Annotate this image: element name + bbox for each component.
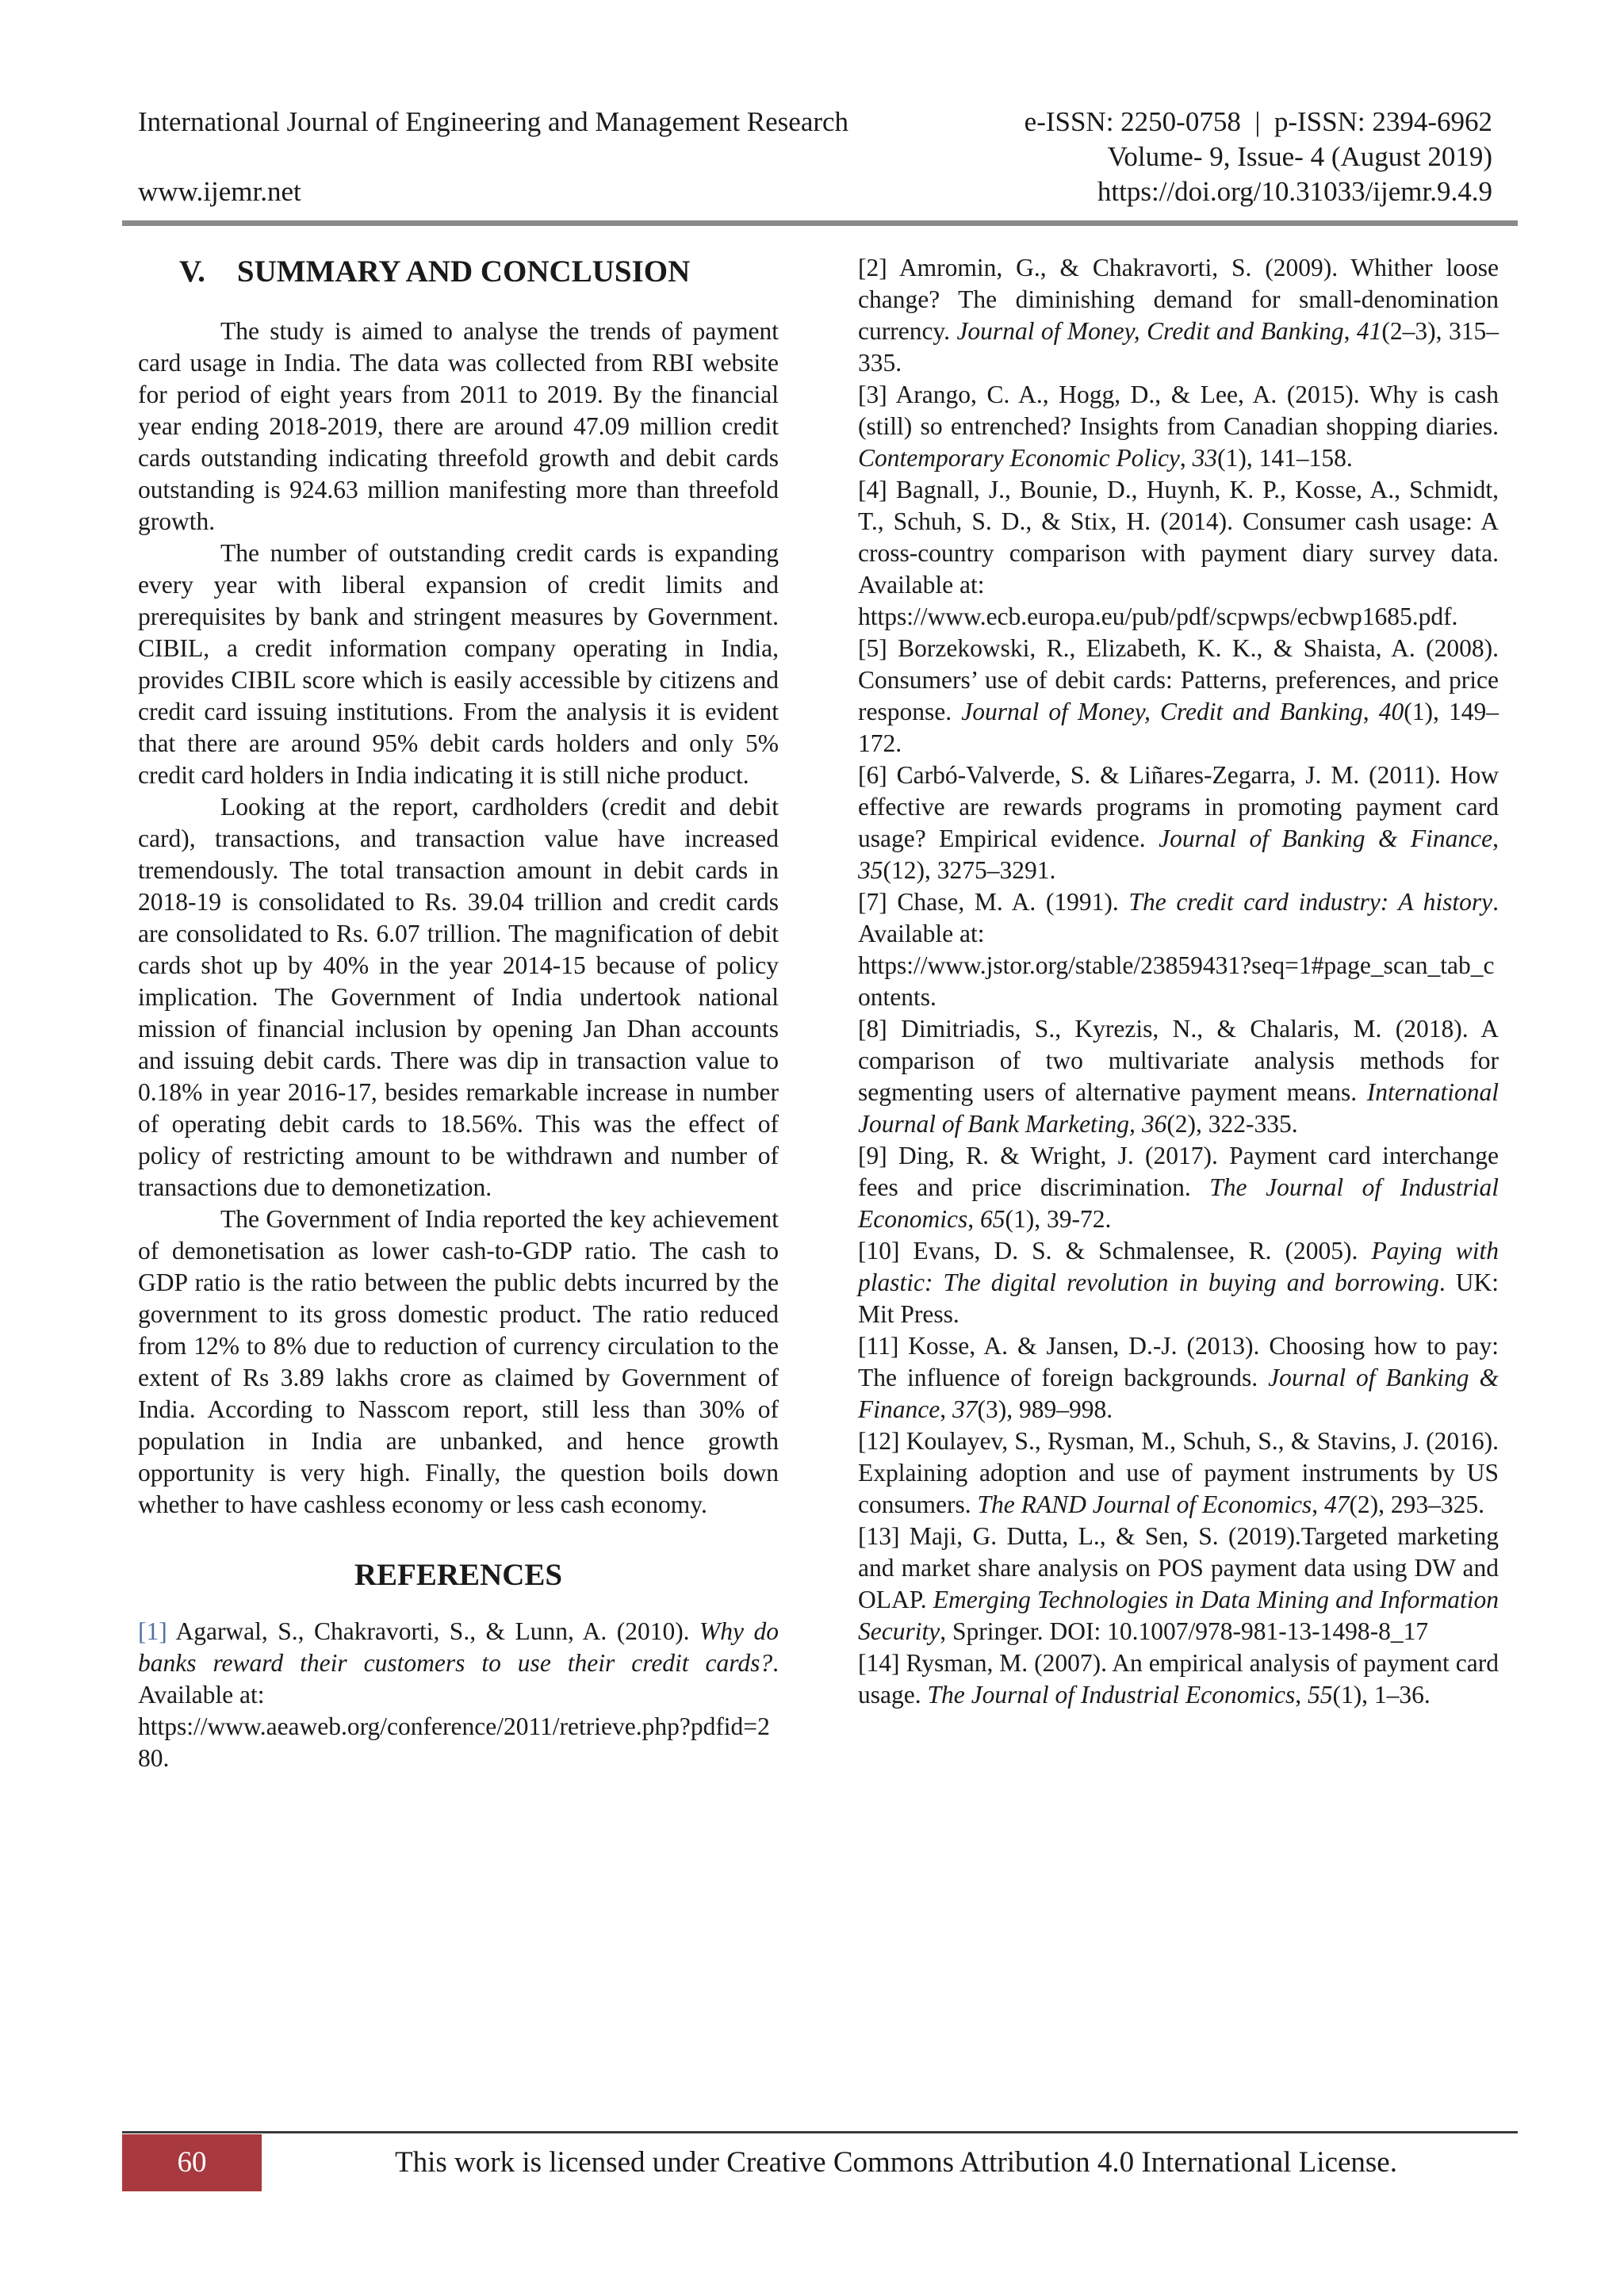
volume-issue: Volume- 9, Issue- 4 (August 2019) [1107,141,1492,172]
journal-name: International Journal of Engineering and Management Research [138,106,849,137]
reference-7: [7] Chase, M. A. (1991). The credit card industry: A history. Available at: https://www.jstor.org/stable/23859431?seq=1#page_scan_tab_contents. [858,886,1499,1013]
reference-12: [12] Koulayev, S., Rysman, M., Schuh, S., & Stavins, J. (2016). Explaining adoption and use of payment instruments by US consumers. The RAND Journal of Economics, 47(2), 293–325. [858,1427,1499,1518]
header-row-2 [138,140,1492,174]
left-column [138,252,779,1774]
reference-13: [13] Maji, G. Dutta, L., & Sen, S. (2019).Targeted marketing and market share analysis on POS payment data using DW and OLAP. Emerging Technologies in Data Mining and Information Security, Springer. DOI: 10.1007/978-981-13-1498-8_17 [858,1522,1499,1645]
references-heading: REFERENCES [354,1558,563,1592]
reference-10: [10] Evans, D. S. & Schmalensee, R. (2005). Paying with plastic: The digital revolution in buying and borrowing. UK: Mit Press. [858,1237,1499,1328]
website-link[interactable]: www.ijemr.net [138,176,301,207]
reference-4-url[interactable]: https://www.ecb.europa.eu/pub/pdf/scpwps/ecbwp1685.pdf. [858,603,1458,630]
reference-11: [11] Kosse, A. & Jansen, D.-J. (2013). Choosing how to pay: The influence of foreign backgrounds. Journal of Banking & Finance, 37(3), 989–998. [858,1332,1499,1423]
reference-3: [3] Arango, C. A., Hogg, D., & Lee, A. (2015). Why is cash (still) so entrenched? Insights from Canadian shopping diaries. Contemporary Economic Policy, 33(1), 141–158. [858,381,1499,472]
reference-7-url[interactable]: https://www.jstor.org/stable/23859431?seq=1#page_scan_tab_contents. [858,951,1495,1011]
page-header [138,105,1492,209]
summary-paragraph-1: The study is aimed to analyse the trends of payment card usage in India. The data was collected from RBI website for period of eight years from 2011 to 2019. By the financial year ending 2018-2019, there are around 47.09 million credit cards outstanding indicating threefold growth and debit cards outstanding is 924.63 million manifesting more than threefold growth. [138,317,779,535]
header-divider [122,220,1518,226]
issn: e-ISSN: 2250-0758 | p-ISSN: 2394-6962 [1024,106,1492,137]
page-number: 60 [122,2134,262,2191]
section-title-text: SUMMARY AND CONCLUSION [236,254,691,289]
footer-divider [122,2131,1518,2133]
reference-6: [6] Carbó-Valverde, S. & Liñares-Zegarra, J. M. (2011). How effective are rewards programs in promoting payment card usage? Empirical evidence. Journal of Banking & Finance, 35(12), 3275–3291. [858,761,1499,884]
license-notice: This work is licensed under Creative Commons Attribution 4.0 International License. [395,2146,1397,2179]
summary-paragraph-3: Looking at the report, cardholders (credit and debit card), transactions, and transaction value have increased tremendously. The total transaction amount in debit cards in 2018-19 is consolidated to Rs. 39.04 trillion and credit cards are consolidated to Rs. 6.07 trillion. The magnification of debit cards shot up by 40% in the year 2014-15 because of policy implication. The Government of India undertook national mission of financial inclusion by opening Jan Dhan accounts and issuing debit cards. There was dip in transaction value to 0.18% in year 2016-17, besides remarkable increase in number of operating debit cards to 18.56%. This was the effect of policy of restricting amount to be withdrawn and number of transactions due to demonetization. [138,793,779,1201]
section-title [138,252,779,292]
header-row-3 [138,174,1492,209]
reference-1-url[interactable]: https://www.aeaweb.org/conference/2011/retrieve.php?pdfid=280. [138,1712,770,1772]
doi-link[interactable]: https://doi.org/10.31033/ijemr.9.4.9 [1097,176,1492,207]
section-number: V. [179,254,205,289]
reference-2: [2] Amromin, G., & Chakravorti, S. (2009). Whither loose change? The diminishing demand for small-denomination currency. Journal of Money, Credit and Banking, 41(2–3), 315–335. [858,254,1499,377]
reference-4: [4] Bagnall, J., Bounie, D., Huynh, K. P., Kosse, A., Schmidt, T., Schuh, S. D., & Stix, H. (2014). Consumer cash usage: A cross-country comparison with payment diary survey data. Available at: https://www.ecb.europa.eu/pub/pdf/scpwps/ecbwp1685.pdf. [858,474,1499,633]
reference-1: [1] Agarwal, S., Chakravorti, S., & Lunn, A. (2010). Why do banks reward their customers to use their credit cards?. Available at: https://www.aeaweb.org/conference/2011/retrieve.php?pdfid=280. [138,1616,779,1774]
reference-14: [14] Rysman, M. (2007). An empirical analysis of payment card usage. The Journal of Industrial Economics, 55(1), 1–36. [858,1649,1499,1709]
reference-9: [9] Ding, R. & Wright, J. (2017). Payment card interchange fees and price discrimination. The Journal of Industrial Economics, 65(1), 39-72. [858,1142,1499,1233]
reference-1-index[interactable]: [1] [138,1617,167,1645]
summary-paragraph-2: The number of outstanding credit cards is expanding every year with liberal expansion of credit limits and prerequisites by bank and stringent measures by Government. CIBIL, a credit information company operating in India, provides CIBIL score which is easily accessible by citizens and credit card issuing institutions. From the analysis it is evident that there are around 95% debit cards holders and only 5% credit card holders in India indicating it is still niche product. [138,539,779,789]
summary-paragraph-4: The Government of India reported the key achievement of demonetisation as lower cash-to-GDP ratio. The cash to GDP ratio is the ratio between the public debts incurred by the government to its gross domestic product. The ratio reduced from 12% to 8% due to reduction of currency circulation to the extent of Rs 3.89 lakhs crore as claimed by Government of India. According to Nasscom report, still less than 30% of population in India are unbanked, and hence growth opportunity is very high. Finally, the question boils down whether to have cashless economy or less cash economy. [138,1205,779,1518]
header-row-1 [138,105,1492,140]
reference-8: [8] Dimitriadis, S., Kyrezis, N., & Chalaris, M. (2018). A comparison of two multivariate analysis methods for segmenting users of alternative payment means. International Journal of Bank Marketing, 36(2), 322-335. [858,1015,1499,1138]
reference-5: [5] Borzekowski, R., Elizabeth, K. K., & Shaista, A. (2008). Consumers’ use of debit cards: Patterns, preferences, and price response. Journal of Money, Credit and Banking, 40(1), 149–172. [858,634,1499,757]
right-column [858,252,1499,1711]
